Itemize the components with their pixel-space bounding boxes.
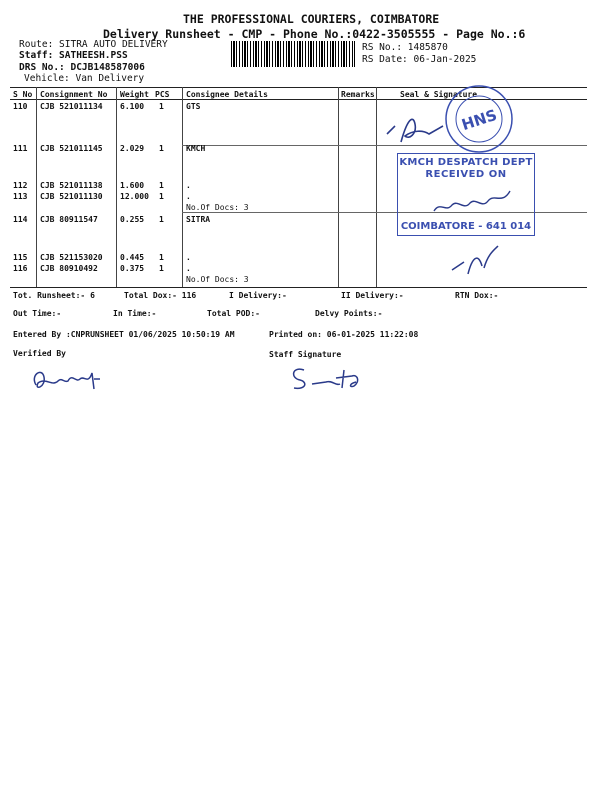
staff-signature-label: Staff Signature: [269, 350, 342, 359]
row-consignment: CJB 521011145: [40, 144, 103, 153]
header-weight: Weight: [120, 90, 149, 99]
stamp-received-text: RECEIVED ON: [425, 169, 507, 180]
first-delivery: I Delivery:-: [229, 291, 287, 300]
row-weight: 6.100: [120, 102, 145, 111]
row-consignee: .: [186, 253, 191, 262]
printed-on: Printed on: 06-01-2025 11:22:08: [269, 330, 419, 339]
row-pcs: 1: [159, 181, 164, 190]
row-pcs: 1: [159, 253, 164, 262]
barcode: [231, 41, 355, 67]
header-consignment: Consignment No: [40, 90, 108, 99]
delivery-points: Delvy Points:-: [315, 309, 383, 318]
row-weight: 0.255: [120, 215, 145, 224]
column-divider: [36, 87, 37, 287]
row-consignee: GTS: [186, 102, 201, 111]
row-pcs: 1: [159, 264, 164, 273]
table-bottom-border: [10, 287, 587, 288]
column-divider: [338, 87, 339, 287]
verifier-signature: [28, 363, 108, 395]
header-remarks: Remarks: [341, 90, 375, 99]
entered-by: Entered By :CNPRUNSHEET 01/06/2025 10:50:19 AM: [13, 330, 235, 339]
row-consignee: .: [186, 181, 191, 190]
row-consignee: .: [186, 264, 191, 273]
receiver-signature-1: [383, 100, 453, 150]
row-consignee: .: [186, 192, 191, 201]
row-sno: 110: [13, 102, 28, 111]
row-pcs: 1: [159, 192, 164, 201]
vehicle-label: Vehicle: Van Delivery: [24, 73, 145, 84]
column-divider: [376, 87, 377, 287]
column-divider: [116, 87, 117, 287]
row-pcs: 1: [159, 215, 164, 224]
row-weight: 0.445: [120, 253, 145, 262]
row-pcs: 1: [159, 144, 164, 153]
header-consignee: Consignee Details: [186, 90, 268, 99]
staff-label: Staff: SATHEESH.PSS: [19, 50, 128, 61]
drs-number: DRS No.: DCJB148587006: [19, 62, 145, 73]
row-consignee: SITRA: [186, 215, 211, 224]
verified-by-label: Verified By: [13, 349, 66, 358]
row-sno: 115: [13, 253, 28, 262]
rtn-dox: RTN Dox:-: [455, 291, 499, 300]
stamp-dept-text: KMCH DESPATCH DEPT: [399, 157, 533, 168]
no-of-docs: No.Of Docs: 3: [186, 203, 249, 212]
row-weight: 2.029: [120, 144, 145, 153]
in-time: In Time:-: [113, 309, 157, 318]
row-consignee: KMCH: [186, 144, 206, 153]
hns-round-stamp: [443, 83, 515, 155]
header-seal: Seal & Signature: [400, 90, 478, 99]
row-sno: 112: [13, 181, 28, 190]
no-of-docs: No.Of Docs: 3: [186, 275, 249, 284]
row-consignment: CJB 521011134: [40, 102, 103, 111]
route-label: Route: SITRA AUTO DELIVERY: [19, 39, 168, 50]
header-sno: S No: [13, 90, 33, 99]
row-weight: 12.000: [120, 192, 149, 201]
second-delivery: II Delivery:-: [341, 291, 404, 300]
row-sno: 111: [13, 144, 28, 153]
row-sno: 113: [13, 192, 28, 201]
row-pcs: 1: [159, 102, 164, 111]
receiver-signature-3: [448, 240, 503, 280]
header-pcs: PCS: [155, 90, 170, 99]
stamp-city-text: COIMBATORE - 641 014: [400, 221, 532, 232]
total-runsheet: Tot. Runsheet:- 6: [13, 291, 95, 300]
rs-date: RS Date: 06-Jan-2025: [362, 54, 477, 65]
row-sno: 114: [13, 215, 28, 224]
runsheet-title: Delivery Runsheet - CMP - Phone No.:0422-3505555 - Page No.:6: [103, 27, 526, 41]
total-dox: Total Dox:- 116: [124, 291, 197, 300]
row-consignment: CJB 521011138: [40, 181, 103, 190]
row-sno: 116: [13, 264, 28, 273]
rs-number: RS No.: 1485870: [362, 42, 448, 53]
total-pod: Total POD:-: [207, 309, 260, 318]
out-time: Out Time:-: [13, 309, 62, 318]
receiver-signature-2: [430, 183, 525, 218]
hns-stamp-text: HNS: [459, 105, 500, 135]
column-divider: [182, 87, 183, 287]
row-weight: 0.375: [120, 264, 145, 273]
row-consignment: CJB 80911547: [40, 215, 98, 224]
row-consignment: CJB 80910492: [40, 264, 98, 273]
row-consignment: CJB 521011130: [40, 192, 103, 201]
row-weight: 1.600: [120, 181, 145, 190]
company-title: THE PROFESSIONAL COURIERS, COIMBATORE: [183, 12, 440, 26]
staff-signature: [286, 362, 371, 394]
row-consignment: CJB 521153020: [40, 253, 103, 262]
